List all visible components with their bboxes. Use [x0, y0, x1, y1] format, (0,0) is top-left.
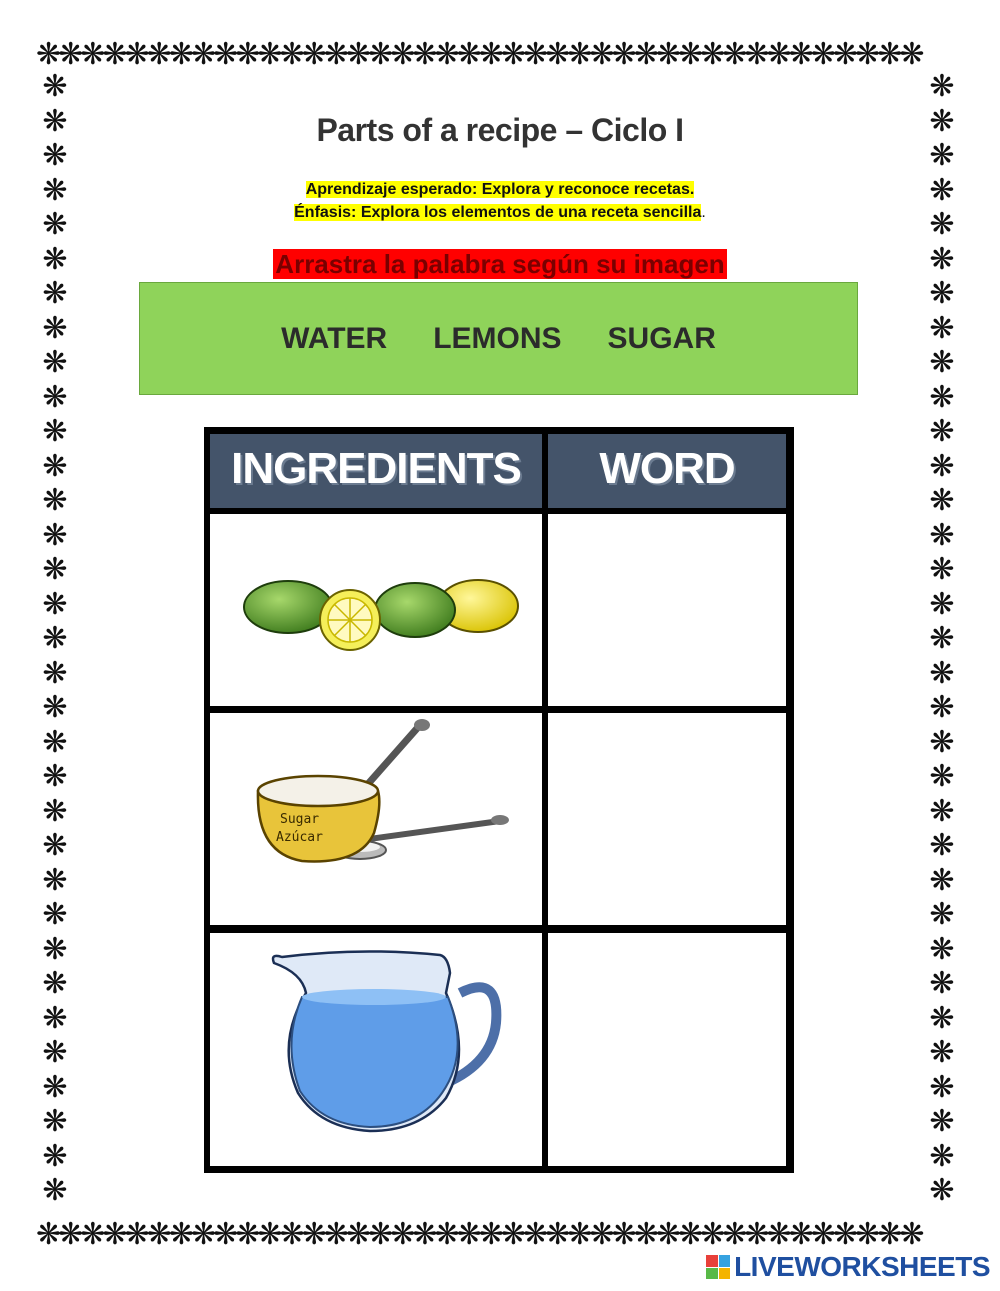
watermark	[706, 1251, 990, 1283]
ingredient-cell	[210, 933, 542, 1166]
bottom-border: ❋❋❋❋❋❋❋❋❋❋❋❋❋❋❋❋❋❋❋❋❋❋❋❋❋❋❋❋❋❋❋❋❋❋❋❋❋❋❋❋	[36, 1218, 922, 1252]
ingredient-cell	[210, 514, 542, 706]
word-drop-zone-3[interactable]	[548, 933, 786, 1166]
word-sugar[interactable]: SUGAR	[607, 321, 716, 355]
bowl-text-sugar: Sugar	[280, 812, 320, 827]
word-water[interactable]: WATER	[281, 321, 388, 355]
right-border: ❋ ❋ ❋ ❋ ❋ ❋ ❋ ❋ ❋ ❋ ❋ ❋ ❋ ❋ ❋ ❋ ❋ ❋ ❋ ❋ ❋ ❋ ❋ ❋ ❋ ❋ ❋ ❋ ❋ ❋ ❋ ❋ ❋	[929, 70, 955, 1208]
watermark-text: LIVEWORKSHEETS	[734, 1251, 990, 1282]
word-bank	[139, 282, 858, 395]
water-pitcher-image	[210, 933, 542, 1166]
aprendizaje-line	[0, 181, 1000, 199]
ingredients-table	[204, 427, 794, 1173]
header-word: WORD	[548, 434, 786, 508]
enfasis-period: .	[701, 204, 706, 221]
header-ingredients: INGREDIENTS	[210, 434, 542, 508]
instruction-text: Arrastra la palabra según su imagen	[275, 249, 725, 279]
lemons-image	[210, 514, 542, 706]
left-border: ❋ ❋ ❋ ❋ ❋ ❋ ❋ ❋ ❋ ❋ ❋ ❋ ❋ ❋ ❋ ❋ ❋ ❋ ❋ ❋ ❋ ❋ ❋ ❋ ❋ ❋ ❋ ❋ ❋ ❋ ❋ ❋ ❋	[42, 70, 68, 1208]
liveworksheets-logo-icon	[706, 1255, 730, 1279]
ingredient-cell	[210, 713, 542, 925]
top-border: ❋❋❋❋❋❋❋❋❋❋❋❋❋❋❋❋❋❋❋❋❋❋❋❋❋❋❋❋❋❋❋❋❋❋❋❋❋❋❋❋	[36, 38, 922, 72]
instruction-line	[0, 249, 1000, 280]
page-title: Parts of a recipe – Ciclo I	[316, 112, 684, 148]
enfasis-line	[0, 204, 1000, 222]
bowl-text-azucar: Azúcar	[276, 830, 323, 845]
aprendizaje-text: Aprendizaje esperado: Explora y reconoce recetas.	[305, 181, 695, 198]
word-lemons[interactable]: LEMONS	[433, 321, 562, 355]
word-drop-zone-1[interactable]	[548, 514, 786, 706]
sugar-bowl-image	[210, 713, 542, 925]
enfasis-text: Énfasis: Explora los elementos de una receta sencilla	[294, 204, 702, 221]
word-drop-zone-2[interactable]	[548, 713, 786, 925]
